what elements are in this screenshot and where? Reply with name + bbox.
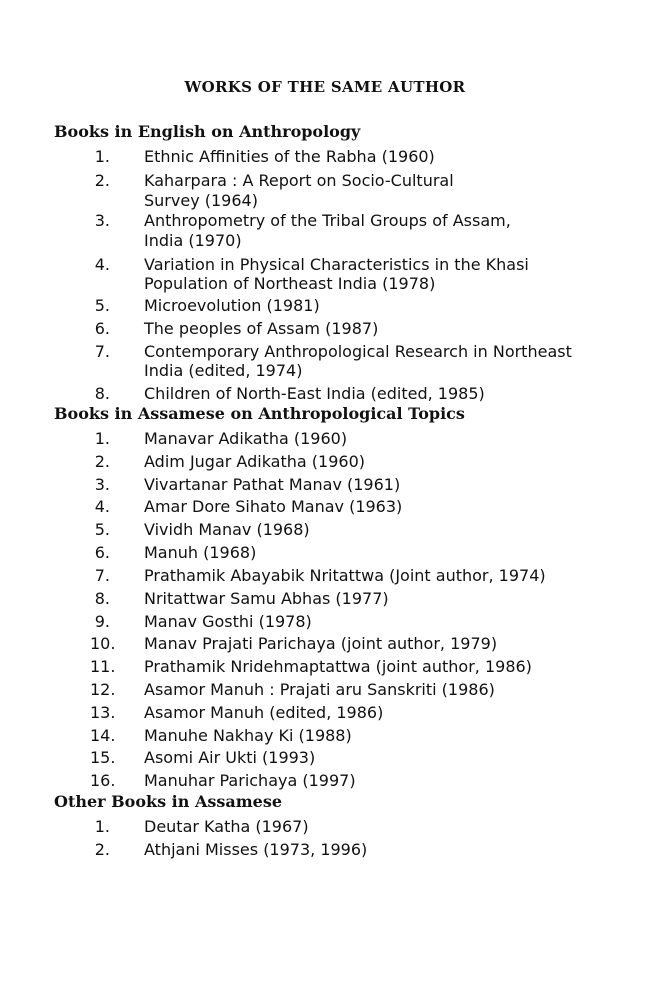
item-text: Manuhar Parichaya (1997): [144, 771, 356, 790]
item-text: Population of Northeast India (1978): [144, 274, 436, 293]
item-number: 7.: [94, 566, 110, 585]
item-text: Ethnic Affinities of the Rabha (1960): [144, 147, 435, 166]
item-text: Manuh (1968): [144, 543, 257, 562]
item-text: Kaharpara : A Report on Socio-Cultural: [144, 171, 454, 190]
item-number: 13.: [90, 703, 116, 722]
item-number: 2.: [94, 452, 110, 471]
item-text: Athjani Misses (1973, 1996): [144, 840, 368, 859]
item-number: 9.: [94, 612, 110, 631]
item-number: 1.: [94, 147, 110, 166]
item-text: Asomi Air Ukti (1993): [144, 748, 316, 767]
item-number: 16.: [90, 771, 116, 790]
item-number: 4.: [94, 497, 110, 516]
item-number: 8.: [94, 589, 110, 608]
item-number: 14.: [90, 726, 116, 745]
item-text: Amar Dore Sihato Manav (1963): [144, 497, 403, 516]
item-number: 12.: [90, 680, 116, 699]
item-number: 3.: [94, 211, 110, 230]
item-text: Variation in Physical Characteristics in the Khasi: [144, 255, 529, 274]
item-number: 1.: [94, 817, 110, 836]
item-text: Asamor Manuh : Prajati aru Sanskriti (1986): [144, 680, 495, 699]
item-number: 6.: [94, 543, 110, 562]
item-text: Deutar Katha (1967): [144, 817, 309, 836]
item-text: Prathamik Nridehmaptattwa (joint author, 1986): [144, 657, 532, 676]
item-text: Manavar Adikatha (1960): [144, 429, 348, 448]
section-heading-assamese-anthropology: Books in Assamese on Anthropological Topics: [54, 404, 465, 423]
item-text: Prathamik Abayabik Nritattwa (Joint author, 1974): [144, 566, 546, 585]
item-text: Survey (1964): [144, 191, 258, 210]
item-number: 6.: [94, 319, 110, 338]
item-number: 8.: [94, 384, 110, 403]
item-text: Nritattwar Samu Abhas (1977): [144, 589, 389, 608]
item-text: Manav Gosthi (1978): [144, 612, 312, 631]
item-number: 1.: [94, 429, 110, 448]
item-number: 11.: [90, 657, 116, 676]
item-text: The peoples of Assam (1987): [144, 319, 379, 338]
item-number: 7.: [94, 342, 110, 361]
item-number: 5.: [94, 296, 110, 315]
item-text: Vivartanar Pathat Manav (1961): [144, 475, 401, 494]
item-number: 2.: [94, 840, 110, 859]
item-number: 3.: [94, 475, 110, 494]
item-number: 15.: [90, 748, 116, 767]
item-text: India (1970): [144, 231, 242, 250]
item-text: Children of North-East India (edited, 1985): [144, 384, 485, 403]
item-text: Manuhe Nakhay Ki (1988): [144, 726, 352, 745]
item-text: Anthropometry of the Tribal Groups of Assam,: [144, 211, 511, 230]
item-text: Vividh Manav (1968): [144, 520, 310, 539]
section-heading-other-assamese: Other Books in Assamese: [54, 792, 283, 811]
item-number: 4.: [94, 255, 110, 274]
item-number: 5.: [94, 520, 110, 539]
item-number: 10.: [90, 634, 116, 653]
item-text: Contemporary Anthropological Research in Northeast: [144, 342, 572, 361]
item-text: India (edited, 1974): [144, 361, 303, 380]
item-text: Microevolution (1981): [144, 296, 320, 315]
page-title: WORKS OF THE SAME AUTHOR: [184, 78, 466, 96]
item-number: 2.: [94, 171, 110, 190]
item-text: Asamor Manuh (edited, 1986): [144, 703, 384, 722]
section-heading-english: Books in English on Anthropology: [54, 122, 361, 141]
item-text: Adim Jugar Adikatha (1960): [144, 452, 365, 471]
item-text: Manav Prajati Parichaya (joint author, 1979): [144, 634, 498, 653]
